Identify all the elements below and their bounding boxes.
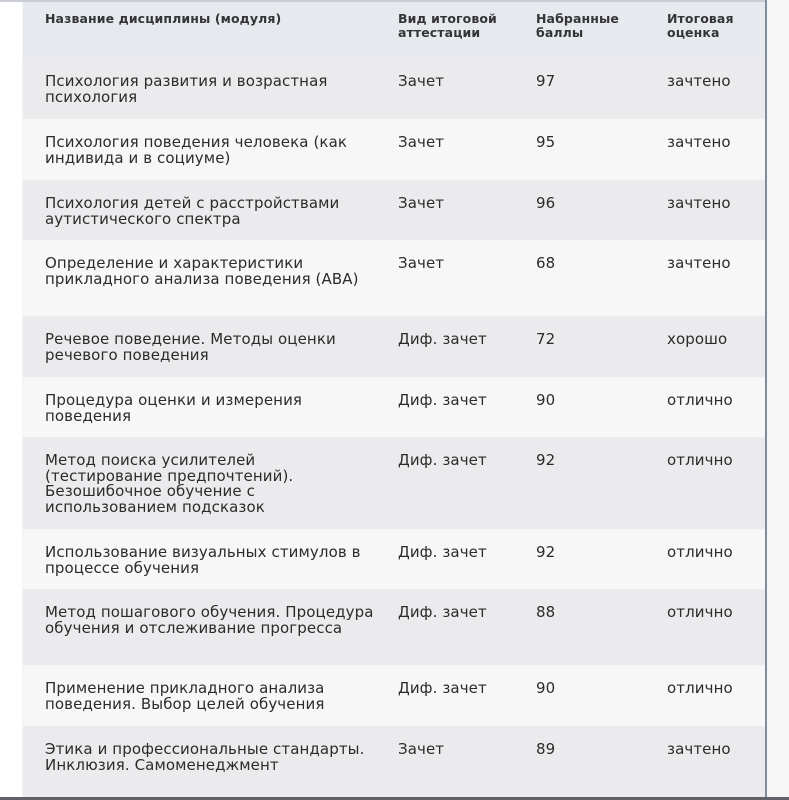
score: 95 <box>536 133 556 151</box>
score: 72 <box>536 330 556 348</box>
score: 90 <box>536 679 556 697</box>
final-grade: зачтено <box>667 72 731 90</box>
table-row <box>23 58 765 119</box>
attestation-type: Диф. зачет <box>398 330 487 348</box>
table-row <box>23 240 765 316</box>
discipline-name: Определение и характеристики прикладного анализа поведения (АВА) <box>45 254 359 288</box>
discipline-name: Речевое поведение. Методы оценки речевого поведения <box>45 330 336 364</box>
table-row <box>23 180 765 240</box>
discipline-name: Использование визуальных стимулов в процессе обучения <box>45 543 361 577</box>
attestation-type: Зачет <box>398 740 445 758</box>
table-row <box>23 437 765 529</box>
attestation-type: Диф. зачет <box>398 679 487 697</box>
final-grade: хорошо <box>667 330 728 348</box>
score: 68 <box>536 254 556 272</box>
score: 92 <box>536 543 556 561</box>
table-row <box>23 529 765 589</box>
attestation-type: Зачет <box>398 133 445 151</box>
discipline-name: Психология развития и возрастная психология <box>45 72 328 106</box>
right-margin <box>765 0 789 800</box>
table-row <box>23 316 765 377</box>
table-row <box>23 726 765 800</box>
discipline-name: Метод пошагового обучения. Процедура обучения и отслеживание прогресса <box>45 603 374 637</box>
final-grade: отлично <box>667 679 733 697</box>
attestation-type: Зачет <box>398 194 445 212</box>
final-grade: зачтено <box>667 254 731 272</box>
header-final-grade: Итоговая оценка <box>667 11 734 40</box>
final-grade: зачтено <box>667 133 731 151</box>
score: 97 <box>536 72 556 90</box>
discipline-name: Метод поиска усилителей (тестирование предпочтений). Безошибочное обучение с использованием подсказок <box>45 451 294 516</box>
attestation-type: Зачет <box>398 254 445 272</box>
discipline-name: Психология поведения человека (как индивида и в социуме) <box>45 133 348 167</box>
discipline-name: Применение прикладного анализа поведения. Выбор целей обучения <box>45 679 325 713</box>
score: 89 <box>536 740 556 758</box>
score: 90 <box>536 391 556 409</box>
final-grade: отлично <box>667 543 733 561</box>
score: 88 <box>536 603 556 621</box>
table-row <box>23 119 765 180</box>
header-score: Набранные баллы <box>536 11 619 40</box>
score: 92 <box>536 451 556 469</box>
final-grade: зачтено <box>667 740 731 758</box>
final-grade: отлично <box>667 391 733 409</box>
attestation-type: Диф. зачет <box>398 391 487 409</box>
table-row <box>23 589 765 665</box>
table-row <box>23 665 765 726</box>
table-row <box>23 377 765 437</box>
discipline-name: Процедура оценки и измерения поведения <box>45 391 303 425</box>
score: 96 <box>536 194 556 212</box>
discipline-name: Психология детей с расстройствами аутистического спектра <box>45 194 340 228</box>
final-grade: отлично <box>667 603 733 621</box>
table-header-row <box>23 2 765 58</box>
attestation-type: Зачет <box>398 72 445 90</box>
grades-table <box>23 2 765 800</box>
header-discipline-name: Название дисциплины (модуля) <box>45 11 282 26</box>
right-border <box>765 0 767 800</box>
final-grade: зачтено <box>667 194 731 212</box>
attestation-type: Диф. зачет <box>398 543 487 561</box>
header-attestation-type: Вид итоговой аттестации <box>398 11 497 40</box>
left-margin <box>0 0 22 800</box>
attestation-type: Диф. зачет <box>398 451 487 469</box>
attestation-type: Диф. зачет <box>398 603 487 621</box>
final-grade: отлично <box>667 451 733 469</box>
discipline-name: Этика и профессиональные стандарты. Инклюзия. Самоменеджмент <box>45 740 365 774</box>
